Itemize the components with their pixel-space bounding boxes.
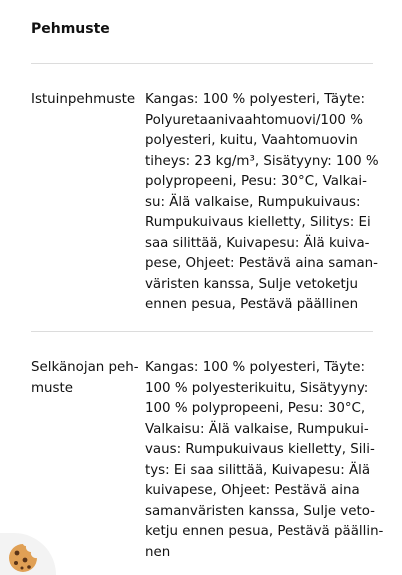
value-line: ketju ennen pesua, Pestävä päällin-: [145, 524, 384, 539]
value-line: polyesteri, kuitu, Vaahtomuovin: [145, 133, 358, 148]
value-line: Polyuretaanivaahtomuovi/100 %: [145, 112, 363, 128]
value-line: saa silittää, Kuivapesu: Älä kuiva-: [145, 235, 370, 251]
cookie-settings-button[interactable]: [0, 533, 56, 575]
label-line: Selkänojan peh-: [31, 360, 139, 375]
value-line: polypropeeni, Pesu: 30°C, Valkai-: [145, 174, 367, 189]
value-line: Kangas: 100 % polyesteri, Täyte:: [145, 92, 366, 107]
value-line: su: Älä valkaise, Rumpukuivaus:: [145, 194, 361, 210]
divider: [31, 63, 373, 64]
value-line: nen: [145, 544, 171, 560]
value-line: Valkaisu: Älä valkaise, Rumpukui-: [145, 421, 369, 437]
value-line: tys: Ei saa silittää, Kuivapesu: Älä: [145, 462, 371, 478]
value-line: ennen pesua, Pestävä päällinen: [145, 297, 359, 312]
value-line: pese, Ohjeet: Pestävä aina saman-: [145, 256, 378, 271]
row-value-backrest-cushion: [145, 358, 384, 563]
value-line: Kangas: 100 % polyesteri, Täyte:: [145, 360, 366, 375]
row-label-backrest-cushion: [31, 358, 141, 399]
value-line: Rumpukuivaus kielletty, Silitys: Ei: [145, 215, 371, 230]
value-line: kuivapese, Ohjeet: Pestävä aina: [145, 483, 360, 498]
cookie-icon: [6, 541, 40, 575]
value-line: tiheys: 23 kg/m³, Sisätyyny: 100 %: [145, 153, 379, 169]
label-line: muste: [31, 380, 73, 396]
section-title: Pehmuste: [31, 21, 110, 37]
row-label-seat-cushion: [31, 90, 141, 111]
value-line: samanväristen kanssa, Sulje veto-: [145, 503, 375, 519]
value-line: 100 % polyesterikuitu, Sisätyyny:: [145, 380, 369, 396]
value-line: vaus: Rumpukuivaus kielletty, Sili-: [145, 442, 375, 457]
label-line: Istuinpehmuste: [31, 92, 136, 107]
row-value-seat-cushion: [145, 90, 377, 316]
divider: [31, 331, 373, 332]
value-line: 100 % polypropeeni, Pesu: 30°C,: [145, 401, 366, 416]
value-line: väristen kanssa, Sulje vetoketju: [145, 276, 358, 292]
